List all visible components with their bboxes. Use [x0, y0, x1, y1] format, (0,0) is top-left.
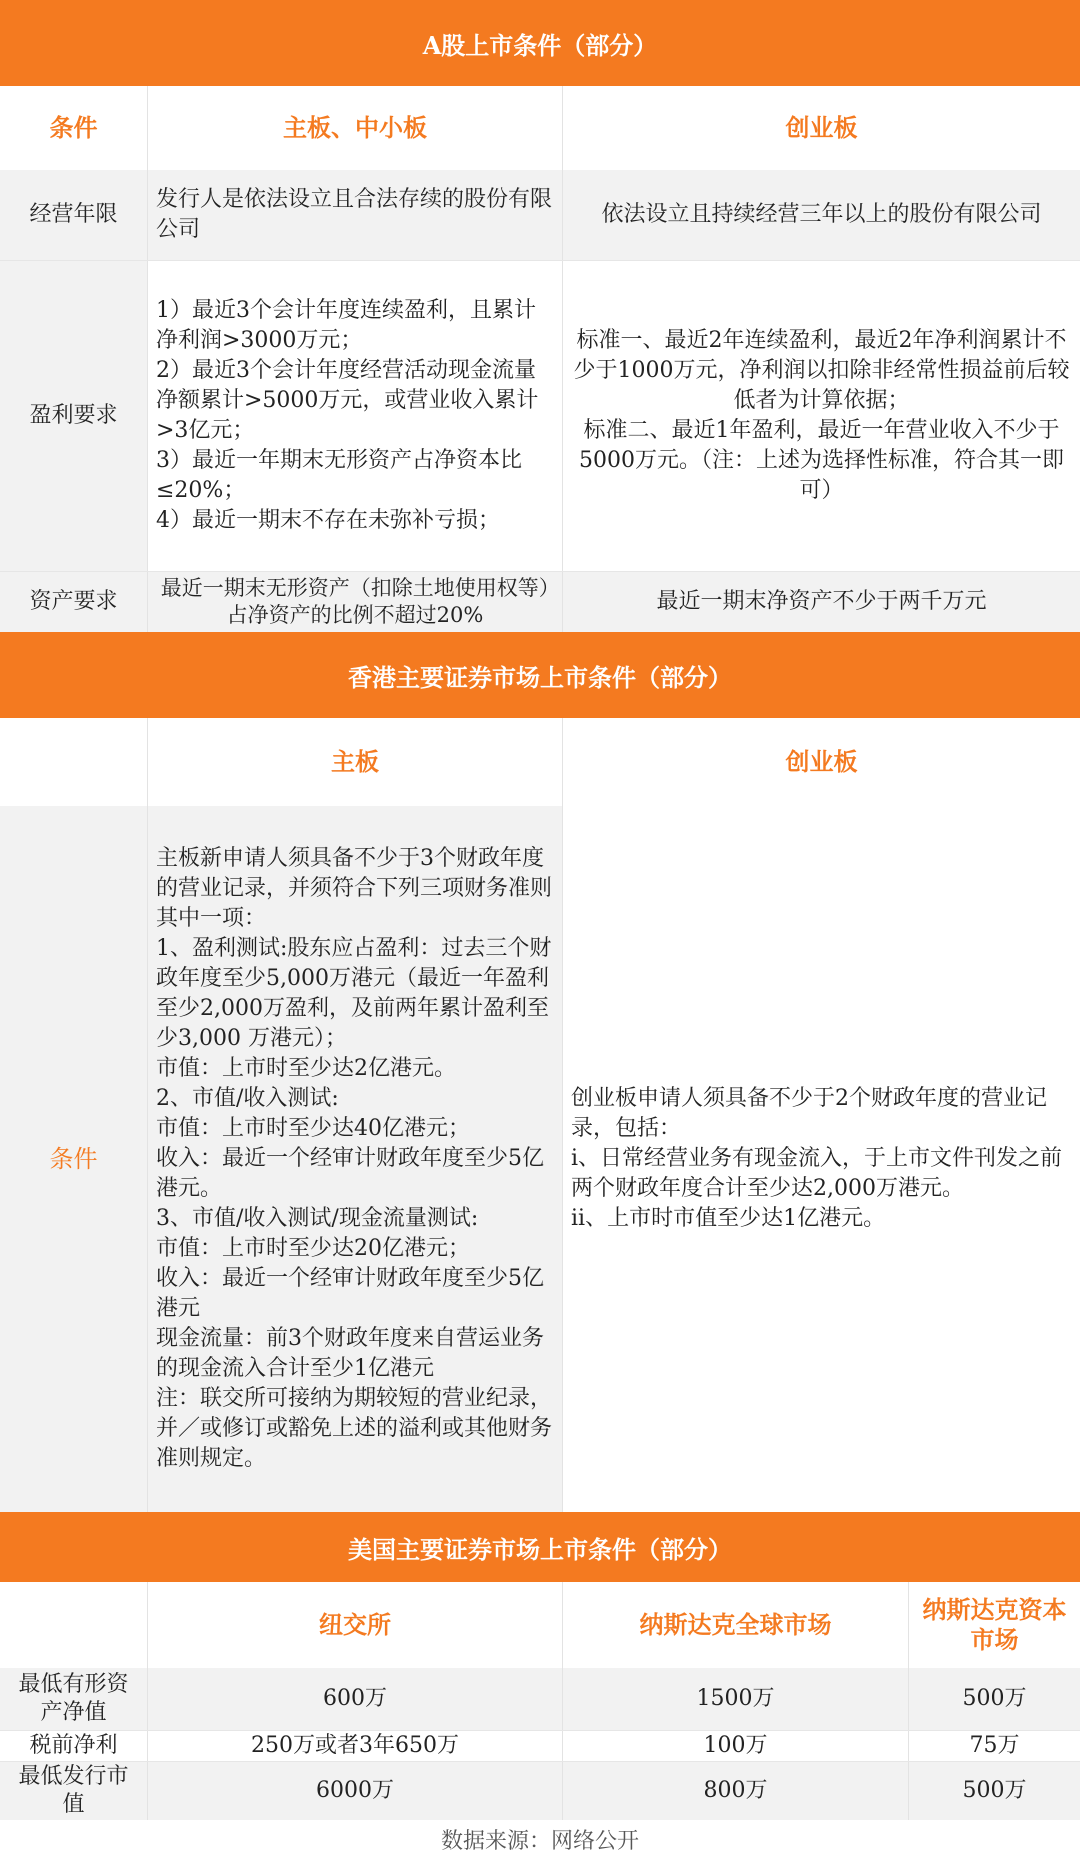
- hk-header-row: [0, 718, 1080, 806]
- gem-cell: 最近一期末净资产不少于两千万元: [562, 572, 1080, 632]
- a-share-row-profit-requirement: [0, 261, 1080, 571]
- row-label: 经营年限: [0, 170, 147, 260]
- nyse-cell: 6000万: [147, 1762, 562, 1820]
- us-row-pretax-income: [0, 1731, 1080, 1761]
- a-share-title-banner: A股上市条件（部分）: [0, 0, 1080, 86]
- gem-cell: 依法设立且持续经营三年以上的股份有限公司: [562, 170, 1080, 260]
- nasdaq-global-cell: 1500万: [562, 1668, 908, 1730]
- main-board-cell: 最近一期末无形资产（扣除土地使用权等）占净资产的比例不超过20%: [147, 572, 562, 632]
- main-board-cell: 1）最近3个会计年度连续盈利，且累计净利润>3000万元； 2）最近3个会计年度经营活动现金流量净额累计>5000万元，或营业收入累计>3亿元； 3）最近一年期末无形资产占净资本比≤20%； 4）最近一期末不存在未弥补亏损；: [147, 261, 562, 571]
- nasdaq-capital-cell: 500万: [908, 1762, 1080, 1820]
- us-header-nasdaq-global: 纳斯达克全球市场: [562, 1582, 908, 1668]
- nasdaq-global-cell: 100万: [562, 1731, 908, 1761]
- row-label: 最低有形资产净值: [0, 1668, 147, 1730]
- gem-cell: 创业板申请人须具备不少于2个财政年度的营业记录，包括： i、日常经营业务有现金流入，于上市文件刊发之前两个财政年度合计至少达2,000万港元。 ii、上市时市值至少达1亿港元。: [562, 806, 1080, 1512]
- us-row-net-tangible-assets: [0, 1668, 1080, 1730]
- nasdaq-capital-cell: 500万: [908, 1668, 1080, 1730]
- a-share-header-main-board: 主板、中小板: [147, 86, 562, 170]
- gem-cell: 标准一、最近2年连续盈利，最近2年净利润累计不少于1000万元，净利润以扣除非经常性损益前后较低者为计算依据； 标准二、最近1年盈利，最近一年营业收入不少于5000万元。（注：上述为选择性标准，符合其一即可）: [562, 261, 1080, 571]
- data-source-note: 数据来源：网络公开: [440, 1828, 639, 1854]
- main-board-cell: 主板新申请人须具备不少于3个财政年度的营业记录，并须符合下列三项财务准则其中一项： 1、盈利测试:股东应占盈利：过去三个财政年度至少5,000万港元（最近一年盈利至少2,000万盈利，及前两年累计盈利至少3,000 万港元）； 市值：上市时至少达2亿港元。 2、市值/收入测试: 市值：上市时至少达40亿港元； 收入：最近一个经审计财政年度至少5亿港元。 3、市值/收入测试/现金流量测试: 市值：上市时至少达20亿港元； 收入：最近一个经审计财政年度至少5亿港元 现金流量：前3个财政年度来自营运业务的现金流入合计至少1亿港元 注：联交所可接纳为期较短的营业纪录，并／或修订或豁免上述的溢利或其他财务准则规定。: [147, 806, 562, 1512]
- us-header-nyse: 纽交所: [147, 1582, 562, 1668]
- us-title-banner: 美国主要证券市场上市条件（部分）: [0, 1512, 1080, 1582]
- us-header-empty: [0, 1582, 147, 1668]
- hk-header-main-board: 主板: [147, 718, 562, 806]
- row-label: 最低发行市值: [0, 1762, 147, 1820]
- row-label: 税前净利: [0, 1731, 147, 1761]
- hk-header-gem: 创业板: [562, 718, 1080, 806]
- us-row-min-market-value: [0, 1762, 1080, 1820]
- nasdaq-capital-cell: 75万: [908, 1731, 1080, 1761]
- main-board-cell: 发行人是依法设立且合法存续的股份有限公司: [147, 170, 562, 260]
- a-share-row-asset-requirement: [0, 572, 1080, 632]
- hk-row-conditions: [0, 806, 1080, 1512]
- row-label: 盈利要求: [0, 261, 147, 571]
- nasdaq-global-cell: 800万: [562, 1762, 908, 1820]
- a-share-header-condition: 条件: [0, 86, 147, 170]
- nyse-cell: 600万: [147, 1668, 562, 1730]
- a-share-header-gem: 创业板: [562, 86, 1080, 170]
- row-label: 条件: [0, 806, 147, 1512]
- a-share-row-operating-years: [0, 170, 1080, 260]
- hk-header-empty: [0, 718, 147, 806]
- row-label: 资产要求: [0, 572, 147, 632]
- us-header-nasdaq-capital: 纳斯达克资本市场: [908, 1582, 1080, 1668]
- nyse-cell: 250万或者3年650万: [147, 1731, 562, 1761]
- us-header-row: [0, 1582, 1080, 1668]
- a-share-header-row: [0, 86, 1080, 170]
- hk-title-banner: 香港主要证券市场上市条件（部分）: [0, 632, 1080, 718]
